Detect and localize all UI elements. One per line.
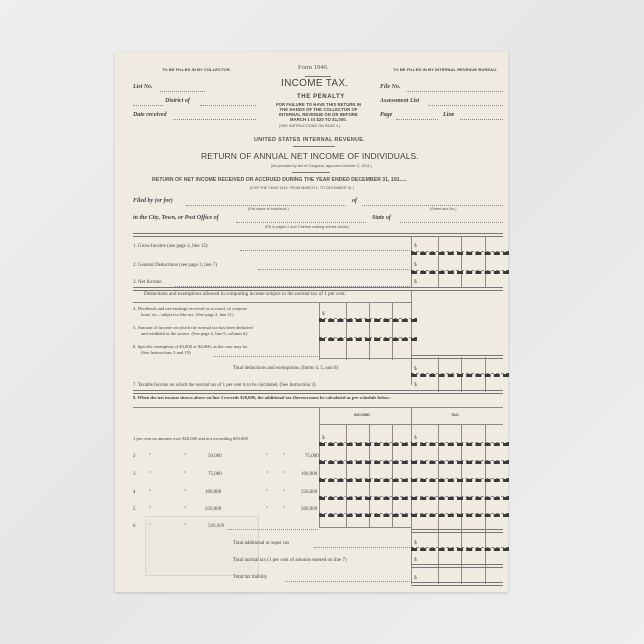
grid-line <box>461 236 462 288</box>
grid-line <box>346 424 347 527</box>
assessment-list-label: Assessment List <box>380 98 420 104</box>
line-5-label-b: and withheld at the source. (See page 2, line 9, column A) <box>141 331 248 336</box>
total-liability-field[interactable] <box>411 582 503 586</box>
grid-line <box>346 302 347 360</box>
divider <box>293 146 335 147</box>
state-of-label: State of <box>372 215 391 221</box>
income-header: INCOME. <box>354 413 371 417</box>
dollar-sign: $ <box>414 382 417 388</box>
grid-line <box>369 424 370 527</box>
grid-line <box>392 424 393 527</box>
bureau-note: TO BE FILLED IN BY INTERNAL REVENUE BUREAU. <box>393 67 498 72</box>
year-note: (FOR THE YEAR 1913, FROM MARCH 1, TO DECEMBER 31.) <box>250 186 355 190</box>
form-number: Form 1040. <box>298 64 329 71</box>
total-normal-label: Total normal tax (1 per cent of amount entered on line 7) <box>233 558 347 563</box>
dollar-sign: $ <box>414 575 417 581</box>
street-note: (Street and No.) <box>430 207 457 211</box>
line-2-amount-field[interactable] <box>411 270 509 274</box>
line-1-label: 1. Gross Income (see page 2, line 12) <box>133 244 208 249</box>
fill-note: (Fill in pages 2 and 3 before making entries below.) <box>265 225 350 229</box>
dollar-sign: $ <box>414 366 417 372</box>
dollar-sign: $ <box>414 279 417 285</box>
line-2-label: 2. General Deductions (see page 3, line 7) <box>133 263 217 268</box>
line-5-amount-field[interactable] <box>319 337 417 341</box>
file-no-label: File No. <box>380 84 401 90</box>
line-5-label-a: 5. Amount of income on which the normal tax has been deducted <box>133 325 253 330</box>
line-6-label-a: 6. Specific exemption of $3,000 or $4,000, as the case may be. <box>133 344 249 349</box>
section-rule <box>133 233 503 237</box>
dollar-sign: $ <box>414 243 417 249</box>
of-label: of <box>352 198 357 204</box>
line-label: Line <box>443 112 455 118</box>
city-label: in the City, Town, or Post Office of <box>133 215 219 221</box>
section-rule <box>411 355 503 359</box>
section-rule <box>411 529 503 533</box>
form-title: INCOME TAX. <box>281 78 349 89</box>
district-of-field[interactable] <box>200 105 256 106</box>
schedule-row-2-field[interactable] <box>319 460 509 464</box>
penalty-text: FOR FAILURE TO HAVE THIS RETURN IN THE HANDS OF THE COLLECTOR OF INTERNAL REVENUE ON OR BEFORE MARCH 1 IS $20 TO $1,000. <box>275 102 362 122</box>
filed-by-field[interactable] <box>186 205 346 206</box>
date-received-label: Date received <box>133 112 167 118</box>
list-no-label: List No. <box>133 84 153 90</box>
tax-header: TAX. <box>451 413 460 417</box>
street-field[interactable] <box>362 205 503 206</box>
dollar-sign: $ <box>322 435 325 441</box>
dollar-sign: $ <box>414 557 417 563</box>
district-of-label: District of <box>165 98 190 104</box>
filed-by-label: Filed by (or for) <box>133 198 173 204</box>
total-deductions-label: Total deductions and exemptions. (Items 4, 5, and 6) <box>233 366 339 371</box>
line-4-label-b: tions, etc., subject to like tax. (See page 2, line 11) <box>141 312 234 317</box>
schedule-row-6-field[interactable] <box>319 527 411 528</box>
list-no-field[interactable] <box>160 91 205 92</box>
schedule-row-5-field[interactable] <box>319 513 509 517</box>
page-label: Page <box>380 112 393 118</box>
grid-line <box>411 236 412 288</box>
divider <box>133 407 503 408</box>
line-8-label: 8. When the net income shown above on line 3 exceeds $20,000, the additional tax thereon must be calculated as per schedule below: <box>133 395 391 400</box>
act-note: (As provided by Act of Congress, approved October 3, 1913.) <box>271 164 372 168</box>
total-normal-field[interactable] <box>411 564 503 568</box>
section-rule <box>133 390 503 394</box>
file-no-field[interactable] <box>406 91 503 92</box>
agency-name: UNITED STATES INTERNAL REVENUE. <box>254 137 366 143</box>
dollar-sign: $ <box>414 435 417 441</box>
dollar-sign: $ <box>414 262 417 268</box>
divider <box>305 76 331 77</box>
line-6-amount-field[interactable] <box>319 358 411 359</box>
assessment-list-field[interactable] <box>428 105 503 106</box>
total-liability-leader <box>285 581 410 582</box>
schedule-row-1-field[interactable] <box>319 442 509 446</box>
line-4-amount-field[interactable] <box>319 318 417 322</box>
total-additional-field[interactable] <box>411 547 509 551</box>
deductions-heading: Deductions and exemptions allowed in computing income subject to the normal tax of 1 per cent. <box>144 291 346 297</box>
city-field[interactable] <box>236 222 366 223</box>
grid-line <box>319 407 320 527</box>
line-6-label-b: (See Instructions 3 and 19) <box>141 350 191 355</box>
dollar-sign: $ <box>322 311 325 317</box>
grid-line <box>369 302 370 360</box>
page-field[interactable] <box>396 119 438 120</box>
line-3-label: 3. Net Income <box>133 280 162 285</box>
divider <box>292 172 330 173</box>
grid-line <box>485 236 486 288</box>
total-deductions-field[interactable] <box>411 373 509 377</box>
total-additional-leader <box>314 547 410 548</box>
line-6-leader <box>213 356 318 357</box>
dollar-sign: $ <box>414 540 417 546</box>
schedule-row-4-field[interactable] <box>319 496 509 500</box>
schedule-row-3-field[interactable] <box>319 478 509 482</box>
grid-line <box>438 236 439 288</box>
full-name-note: (Full name of individual.) <box>248 207 289 211</box>
collector-note: TO BE FILLED IN BY COLLECTOR. <box>162 67 231 72</box>
penalty-heading: THE PENALTY <box>297 94 345 100</box>
state-field[interactable] <box>400 222 503 223</box>
line-field[interactable] <box>460 119 503 120</box>
line-1-leader <box>240 250 410 251</box>
line-2-leader <box>258 269 410 270</box>
line-4-label-a: 4. Dividends and net earnings received or accrued, of corpora- <box>133 306 248 311</box>
grid-line <box>392 302 393 360</box>
date-received-field[interactable] <box>173 119 256 120</box>
return-line: RETURN OF NET INCOME RECEIVED OR ACCRUED DURING THE YEAR ENDED DECEMBER 31, 191..... <box>152 177 407 183</box>
main-title: RETURN OF ANNUAL NET INCOME OF INDIVIDUALS. <box>201 151 419 161</box>
grid-line <box>319 302 320 360</box>
schedule-row-1-label: 1 per cent on amount over $20,000 and not exceeding $50,000 <box>133 436 248 441</box>
grid-line <box>438 424 439 584</box>
grid-line <box>485 424 486 584</box>
grid-line <box>461 424 462 584</box>
total-additional-label: Total additional or super tax <box>233 541 290 546</box>
line-7-label: 7. Taxable Income on which the normal tax of 1 per cent is to be calculated. (See Instruction 3). <box>133 383 317 388</box>
faded-stamp <box>145 516 259 576</box>
district-prefix-field[interactable] <box>133 105 163 106</box>
line-1-amount-field[interactable] <box>411 251 509 255</box>
penalty-note: (SEE INSTRUCTIONS ON PAGE 4.) <box>279 124 341 128</box>
total-liability-label: Total tax liability <box>233 575 268 580</box>
